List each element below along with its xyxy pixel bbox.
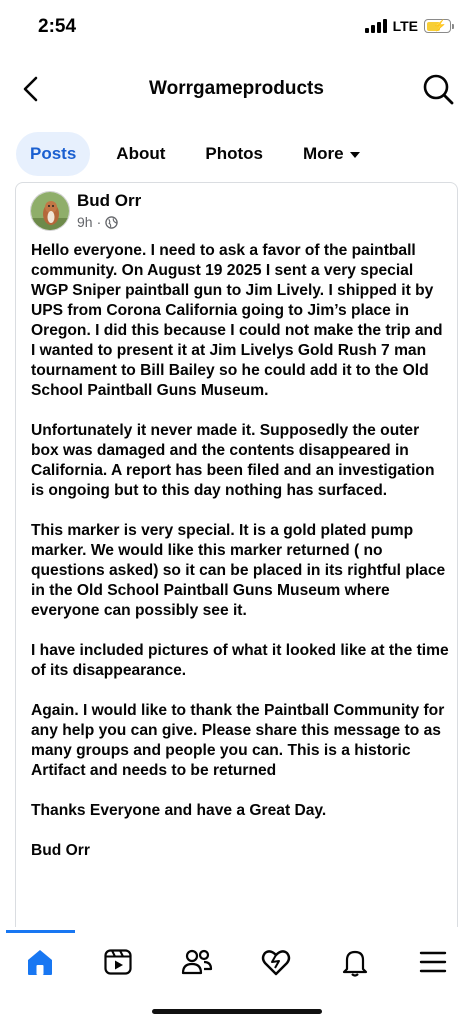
post-signature: Bud Orr [31,842,90,859]
network-type: LTE [392,18,418,34]
post-author[interactable]: Bud Orr [77,191,142,210]
notifications-icon[interactable] [335,944,375,980]
post-body [31,241,451,861]
post-paragraph: Hello everyone. I need to ask a favor of the paintball community. On August 19 2025 I sent a very special WGP Sniper paintball gun to Jim Lively. I shipped it by UPS from Corona California going to Jim’s place in Oregon. I did this because I could not make the trip and I wanted to present it at Jim Livelys Gold Rush 7 man tournament to Bill Bailey so he could add it to the Old School Paintball Guns Museum. [31,242,443,399]
status-indicators [365,18,451,34]
caret-down-icon [350,152,360,158]
post-paragraph: This marker is very special. It is a gold plated pump marker. We would like this marker returned ( no questions asked) so it can be placed in its rightful place in the Old School Paintball Guns Museum where everyone can possibly see it. [31,522,446,619]
battery-icon: ⚡ [424,19,451,33]
tab-more[interactable]: More [289,132,374,176]
tab-posts[interactable]: Posts [16,132,90,176]
globe-icon [105,216,118,229]
post-paragraph: Unfortunately it never made it. Supposedly the outer box was damaged and the contents disappeared in California. A report has been filed and an investigation is ongoing but to this day nothing has surfaced. [31,422,453,499]
post-time: 9h [77,214,93,230]
video-icon[interactable] [98,944,138,980]
post-card [15,182,458,927]
home-indicator[interactable] [152,1009,322,1014]
menu-icon[interactable] [413,944,453,980]
post-paragraph: Thanks Everyone and have a Great Day. [31,802,327,819]
profile-tabs [16,132,386,176]
page-title: Worrgameproducts [149,78,324,99]
dog-avatar-icon [31,192,70,231]
search-icon[interactable] [421,72,455,106]
active-tab-indicator [6,930,75,933]
avatar[interactable] [30,191,70,231]
post-meta: 9h · [77,214,118,230]
status-time: 2:54 [38,16,77,37]
friends-icon[interactable] [177,944,217,980]
tab-photos[interactable]: Photos [205,144,263,163]
status-bar [0,0,473,56]
home-icon[interactable] [20,944,60,980]
post-paragraph: I have included pictures of what it looked like at the time of its disappearance. [31,642,449,679]
page-header [0,66,473,112]
bottom-nav [0,930,473,994]
signal-icon [365,19,387,33]
tab-about[interactable]: About [116,144,166,163]
dating-icon[interactable] [256,944,296,980]
post-paragraph: Again. I would like to thank the Paintball Community for any help you can give. Please share this message to as many groups and people you can. This is a historic Artifact and needs to be returned [31,702,445,779]
